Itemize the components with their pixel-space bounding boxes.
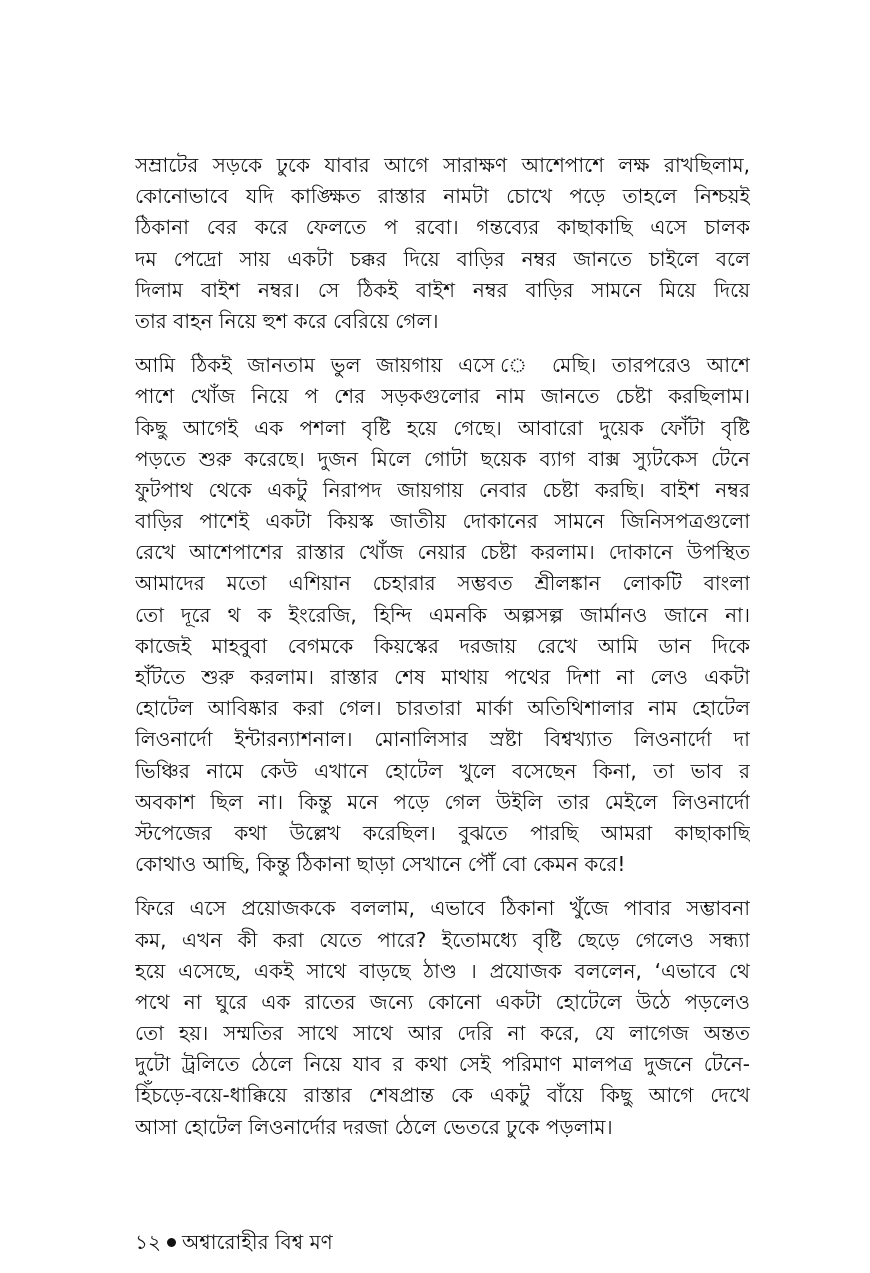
text-line: সম্রাটের সড়কে ঢুকে যাবার আগে সারাক্ষণ আশেপাশে লক্ষ রাখছিলাম,	[135, 153, 750, 177]
text-line: দম পেদ্রো সায় একটা চক্কর দিয়ে বাড়ির নম্বর জানতে চাইলে বলে	[135, 246, 750, 271]
text-line: আমাদের মতো এশিয়ান চেহারার সম্ভবত শ্রীলঙ্কান লোকটি বাংলা	[135, 571, 750, 596]
text-line: হোটেল আবিষ্কার করা গেল। চারতারা মার্কা অতিথিশালার নাম হোটেল	[135, 696, 750, 721]
text-line: আমি ঠিকই জানতাম ভুল জায়গায় এসে ে মেছি। তারপরেও আশে	[135, 353, 750, 378]
text-line: হয়ে এসেছে, একই সাথে বাড়ছে ঠাণ্ড । প্রযোজক বললেন, ‘এভাবে থে	[135, 958, 750, 983]
text-line: দুটো ট্রলিতে ঠেলে নিয়ে যাব র কথা সেই পরিমাণ মালপত্র দুজনে টেনে-	[135, 1052, 750, 1077]
text-line: পড়তে শুরু করেছে। দুজন মিলে গোটা ছয়েক ব্যাগ বাক্স স্যুটকেস টেনে	[135, 446, 750, 471]
text-line: আসা হোটেল লিওনার্দোর দরজা ঠেলে ভেতরে ঢুকে পড়লাম।	[135, 1114, 613, 1139]
paragraph	[135, 350, 750, 880]
text-line: পথে না ঘুরে এক রাতের জন্যে কোনো একটা হোটেলে উঠে পড়লেও	[135, 989, 750, 1014]
page-footer	[135, 1228, 333, 1256]
text-line: দিলাম বাইশ নম্বর। সে ঠিকই বাইশ নম্বর বাড়ির সামনে মিয়ে দিয়ে	[135, 277, 750, 302]
text-line: স্টপেজের কথা উল্লেখ করেছিল। বুঝতে পারছি আমরা কাছাকাছি	[135, 820, 750, 845]
text-line: তো দূরে থ ক ইংরেজি, হিন্দি এমনকি অল্পসল্প জার্মানও জানে না।	[135, 602, 750, 627]
text-line: বাড়ির পাশেই একটা কিয়স্ক জাতীয় দোকানের সামনে জিনিসপত্রগুলো	[135, 509, 750, 534]
text-line: কোথাও আছি, কিন্তু ঠিকানা ছাড়া সেখানে পৌঁ বো কেমন করে!	[135, 852, 626, 877]
paragraph	[135, 150, 750, 337]
bullet-icon	[167, 1238, 176, 1247]
paragraph	[135, 893, 750, 1143]
text-line: লিওনার্দো ইন্টারন্যাশনাল। মোনালিসার স্রষ্টা বিশ্বখ্যাত লিওনার্দো দা	[135, 727, 750, 752]
page-number: ১২	[135, 1230, 161, 1254]
text-line: কম, এখন কী করা যেতে পারে? ইতোমধ্যে বৃষ্টি ছেড়ে গেলেও সন্ধ্যা	[135, 927, 750, 952]
text-line: রেখে আশেপাশের রাস্তার খোঁজ নেয়ার চেষ্টা করলাম। দোকানে উপস্থিত	[135, 540, 750, 565]
text-line: হাঁটতে শুরু করলাম। রাস্তার শেষ মাথায় পথের দিশা না লেও একটা	[135, 665, 750, 689]
text-line: ঠিকানা বের করে ফেলতে প রবো। গন্তব্যের কাছাকাছি এসে চালক	[135, 215, 750, 240]
text-line: ফিরে এসে প্রয়োজককে বললাম, এভাবে ঠিকানা খুঁজে পাবার সম্ভাবনা	[135, 896, 750, 921]
text-line: অবকাশ ছিল না। কিন্তু মনে পড়ে গেল উইলি তার মেইলে লিওনার্দো	[135, 789, 750, 814]
text-line: ভিঞ্চির নামে কেউ এখানে হোটেল খুলে বসেছেন কিনা, তা ভাব র	[135, 758, 750, 783]
text-line: কাজেই মাহবুবা বেগমকে কিয়স্কের দরজায় রেখে আমি ডান দিকে	[135, 633, 750, 658]
page-body	[135, 150, 750, 1156]
text-line: কোনোভাবে যদি কাঙ্ক্ষিত রাস্তার নামটা চোখে পড়ে তাহলে নিশ্চয়ই	[135, 184, 750, 209]
text-line: হিঁচড়ে-বয়ে-ধাক্কিয়ে রাস্তার শেষপ্রান্ত কে একটু বাঁয়ে কিছু আগে দেখে	[135, 1083, 750, 1108]
text-line: তো হয়। সম্মতির সাথে সাথে আর দেরি না করে, যে লাগেজ অন্তত	[135, 1021, 750, 1046]
book-title: অশ্বারোহীর বিশ্ব মণ	[181, 1230, 333, 1254]
text-line: পাশে খোঁজ নিয়ে প শের সড়কগুলোর নাম জানতে চেষ্টা করছিলাম।	[135, 384, 750, 409]
text-line: ফুটপাথ থেকে একটু নিরাপদ জায়গায় নেবার চেষ্টা করছি। বাইশ নম্বর	[135, 477, 750, 502]
text-line: কিছু আগেই এক পশলা বৃষ্টি হয়ে গেছে। আবারো দুয়েক ফোঁটা বৃষ্টি	[135, 415, 750, 440]
text-line: তার বাহন নিয়ে হুশ করে বেরিয়ে গেল।	[135, 308, 439, 333]
